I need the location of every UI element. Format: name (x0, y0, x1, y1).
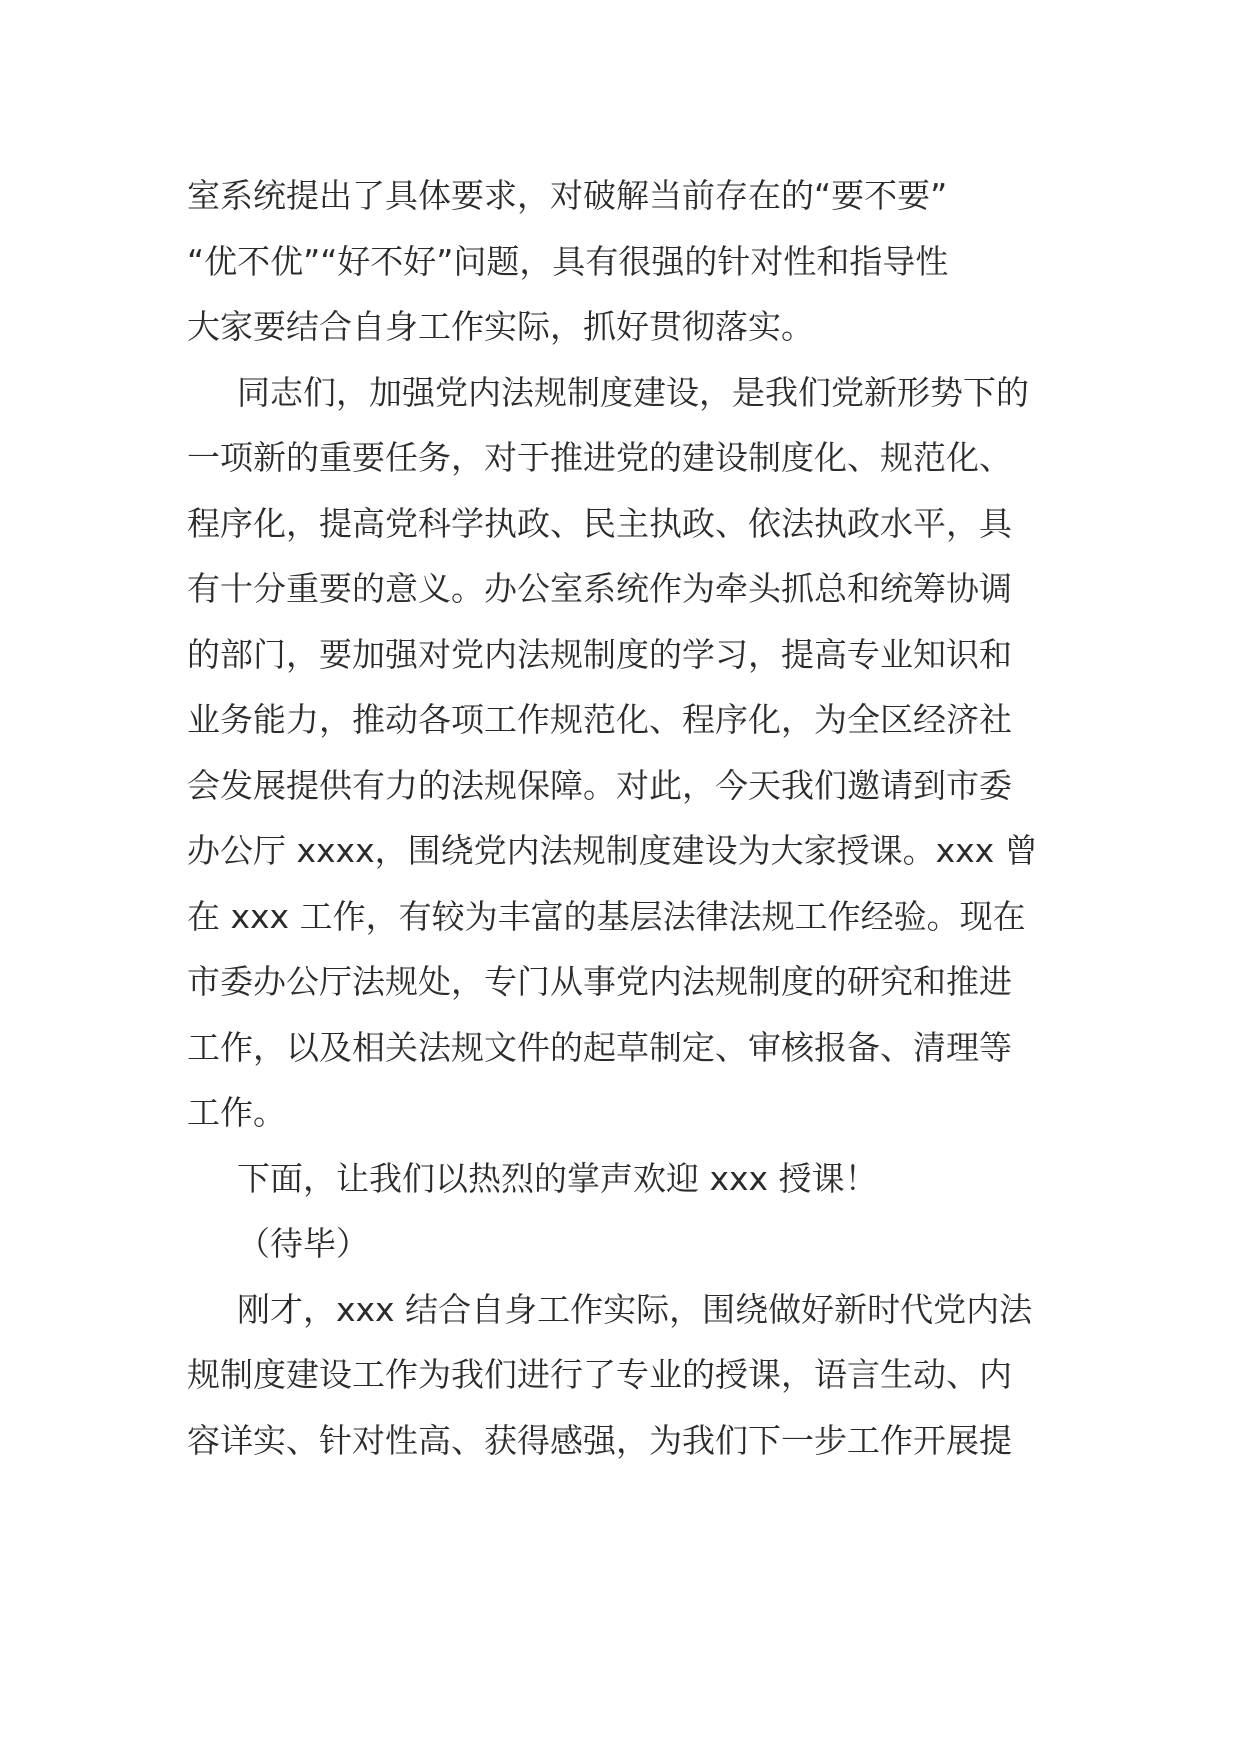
text-line: “优不优”“好不好”问题，具有很强的针对性和指导性 (187, 241, 949, 281)
paragraph-2 (187, 360, 1053, 1146)
paragraph-5 (187, 1277, 1053, 1474)
text-line: 有十分重要的意义。办公室系统作为牵头抓总和统筹协调 (187, 569, 1012, 608)
text-line: 同志们，加强党内法规制度建设，是我们党新形势下的 (237, 372, 1029, 412)
text-line: 容详实、针对性高、获得感强，为我们下一步工作开展提 (187, 1420, 1012, 1460)
text-line: 会发展提供有力的法规保障。对此，今天我们邀请到市委 (187, 765, 1012, 805)
text-line: 下面，让我们以热烈的掌声欢迎 xxx 授课！ (237, 1158, 878, 1198)
text-line: 一项新的重要任务，对于推进党的建设制度化、规范化、 (187, 438, 1012, 477)
document-body (187, 163, 1053, 1473)
text-line: 刚才，xxx 结合自身工作实际，围绕做好新时代党内法 (237, 1289, 1033, 1329)
text-line: 在 xxx 工作，有较为丰富的基层法律法规工作经验。现在 (187, 896, 1026, 936)
paragraph-3 (187, 1146, 1053, 1212)
paragraph-4 (187, 1211, 1053, 1277)
text-line: 大家要结合自身工作实际，抓好贯彻落实。 (187, 307, 814, 346)
text-line: 工作。 (187, 1093, 286, 1132)
text-line: 市委办公厅法规处，专门从事党内法规制度的研究和推进 (187, 962, 1012, 1001)
text-line: 工作，以及相关法规文件的起草制定、审核报备、清理等 (187, 1027, 1012, 1067)
text-line: 室系统提出了具体要求，对破解当前存在的“要不要” (187, 176, 948, 215)
paragraph-1 (187, 163, 1053, 360)
text-line: 业务能力，推动各项工作规范化、程序化，为全区经济社 (187, 700, 1012, 739)
text-line: 办公厅 xxxx，围绕党内法规制度建设为大家授课。xxx 曾 (187, 831, 1038, 870)
text-line: 的部门，要加强对党内法规制度的学习，提高专业知识和 (187, 634, 1012, 674)
text-line: 规制度建设工作为我们进行了专业的授课，语言生动、内 (187, 1355, 1012, 1394)
text-line: （待毕） (237, 1224, 369, 1263)
text-line: 程序化，提高党科学执政、民主执政、依法执政水平，具 (187, 503, 1012, 543)
